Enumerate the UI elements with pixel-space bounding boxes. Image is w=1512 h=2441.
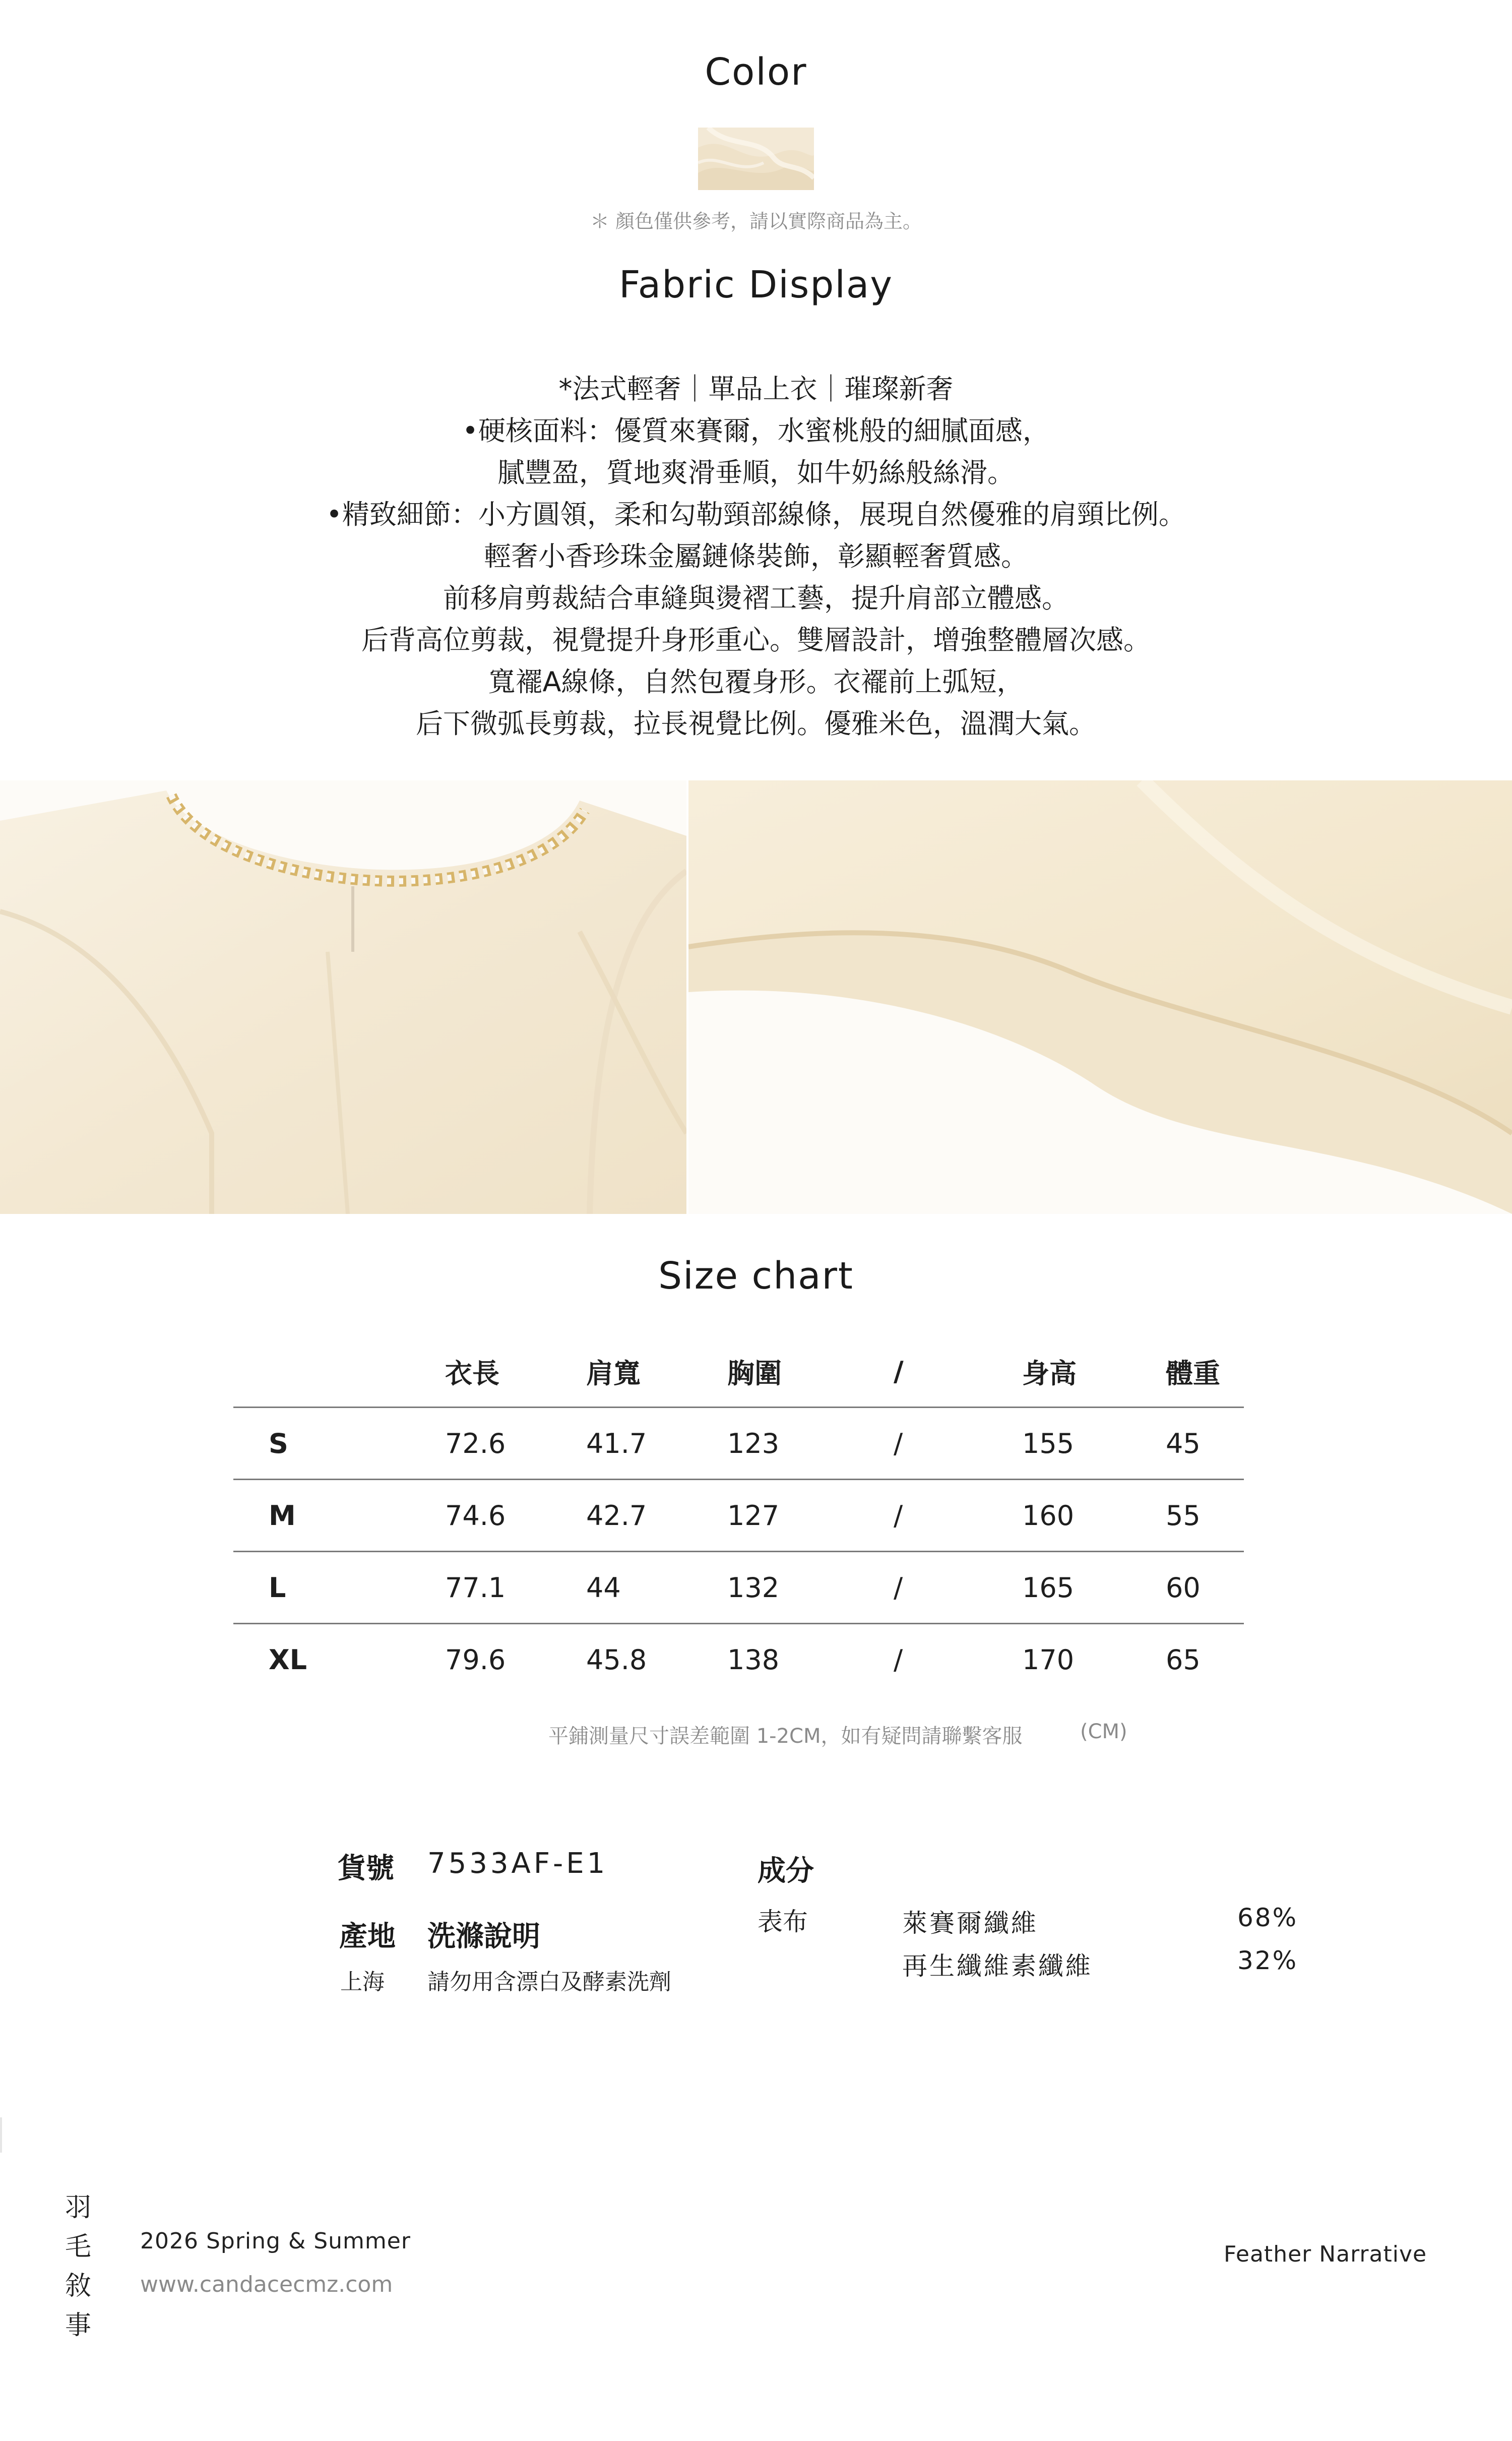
unit-label: (CM) [1080, 1720, 1127, 1743]
fabric-part-label: 表布 [758, 1907, 808, 1936]
description-line: •硬核面料：優質來賽爾，水蜜桃般的細膩面感， [462, 415, 1050, 447]
table-row [233, 1624, 1244, 1695]
table-cell: 60 [1166, 1552, 1244, 1624]
composition-label: 成分 [758, 1855, 814, 1887]
product-code-value: 7533AF-E1 [427, 1847, 608, 1880]
table-cell: 79.6 [445, 1624, 586, 1695]
fabric-description [0, 368, 1512, 745]
table-cell: 77.1 [445, 1552, 586, 1624]
table-row [233, 1552, 1244, 1624]
header-cell: 肩寬 [586, 1357, 641, 1389]
brand-char: 事 [65, 2310, 91, 2341]
size-chart-title: Size chart [658, 1254, 854, 1298]
description-line: 寬襬A線條，自然包覆身形。衣襬前上弧短， [488, 666, 1024, 698]
color-swatch[interactable] [698, 128, 814, 190]
table-cell: / [894, 1552, 1022, 1624]
header-cell: / [894, 1355, 904, 1387]
color-title: Color [705, 50, 807, 94]
table-cell: 55 [1166, 1480, 1244, 1552]
size-table [233, 1336, 1244, 1695]
table-cell: 165 [1022, 1552, 1166, 1624]
material-percent: 32% [1237, 1946, 1298, 1975]
description-line: 后背高位剪裁，視覺提升身形重心。雙層設計，增強整體層次感。 [361, 624, 1151, 656]
description-line: 輕奢小香珍珠金屬鏈條裝飾，彰顯輕奢質感。 [484, 540, 1028, 572]
table-cell: 170 [1022, 1624, 1166, 1695]
table-cell: 127 [727, 1480, 894, 1552]
header-cell: 體重 [1166, 1357, 1220, 1389]
description-line: 膩豐盈，質地爽滑垂順，如牛奶絲般絲滑。 [497, 457, 1015, 489]
wash-instructions: 請勿用含漂白及酵素洗劑 [427, 1969, 671, 1995]
table-cell: 123 [727, 1408, 894, 1480]
table-cell: 45 [1166, 1408, 1244, 1480]
table-cell: 138 [727, 1624, 894, 1695]
origin-value: 上海 [340, 1969, 385, 1995]
header-cell: 胸圍 [727, 1357, 782, 1389]
table-cell: / [894, 1624, 1022, 1695]
material-name: 再生纖維素纖維 [902, 1951, 1093, 1981]
brand-char: 羽 [65, 2192, 91, 2223]
header-cell: 衣長 [445, 1357, 499, 1389]
description-line: 后下微弧長剪裁，拉長視覺比例。優雅米色，溫潤大氣。 [416, 708, 1096, 740]
header-cell: 身高 [1022, 1357, 1077, 1389]
brand-char: 毛 [65, 2232, 91, 2262]
fabric-swatch-image [698, 128, 814, 190]
fabric-title: Fabric Display [618, 263, 894, 307]
table-cell: 41.7 [586, 1408, 727, 1480]
wash-label: 洗滌說明 [427, 1920, 540, 1953]
size-label: M [233, 1480, 445, 1552]
size-label: L [233, 1552, 445, 1624]
brand-char: 敘 [65, 2271, 91, 2301]
table-cell: 44 [586, 1552, 727, 1624]
table-cell: 132 [727, 1552, 894, 1624]
table-cell: 42.7 [586, 1480, 727, 1552]
description-line: 前移肩剪裁結合車縫與燙褶工藝，提升肩部立體感。 [443, 582, 1069, 614]
description-line: •精致細節：小方圓領，柔和勾勒頸部線條，展現自然優雅的肩頸比例。 [326, 499, 1186, 530]
origin-label: 產地 [339, 1920, 396, 1953]
product-code-label: 貨號 [338, 1852, 394, 1885]
brand-logo-vertical [63, 2188, 93, 2345]
table-cell: 160 [1022, 1480, 1166, 1552]
table-row [233, 1408, 1244, 1480]
hem-detail-photo [688, 780, 1512, 1214]
table-row [233, 1480, 1244, 1552]
table-cell: 74.6 [445, 1480, 586, 1552]
color-disclaimer: ＊ 顏色僅供參考，請以實際商品為主。 [590, 210, 922, 232]
table-cell: 45.8 [586, 1624, 727, 1695]
header-cell [233, 1336, 445, 1408]
brand-name-en: Feather Narrative [1224, 2241, 1427, 2267]
material-percent: 68% [1237, 1903, 1298, 1932]
season-label: 2026 Spring & Summer [140, 2228, 411, 2254]
description-line: *法式輕奢｜單品上衣｜璀璨新奢 [558, 373, 954, 405]
edge-mark [0, 2117, 2, 2153]
table-cell: / [894, 1480, 1022, 1552]
material-name: 萊賽爾纖維 [902, 1909, 1038, 1938]
table-cell: 65 [1166, 1624, 1244, 1695]
website-link[interactable]: www.candacecmz.com [140, 2272, 393, 2297]
table-cell: 72.6 [445, 1408, 586, 1480]
size-table-header [233, 1336, 1244, 1408]
table-cell: / [894, 1408, 1022, 1480]
table-cell: 155 [1022, 1408, 1166, 1480]
neckline-detail-photo [0, 780, 686, 1214]
size-label: XL [233, 1624, 445, 1695]
size-label: S [233, 1408, 445, 1480]
measurement-note: 平鋪測量尺寸誤差範圍 1-2CM，如有疑問請聯繫客服 [548, 1725, 1023, 1748]
